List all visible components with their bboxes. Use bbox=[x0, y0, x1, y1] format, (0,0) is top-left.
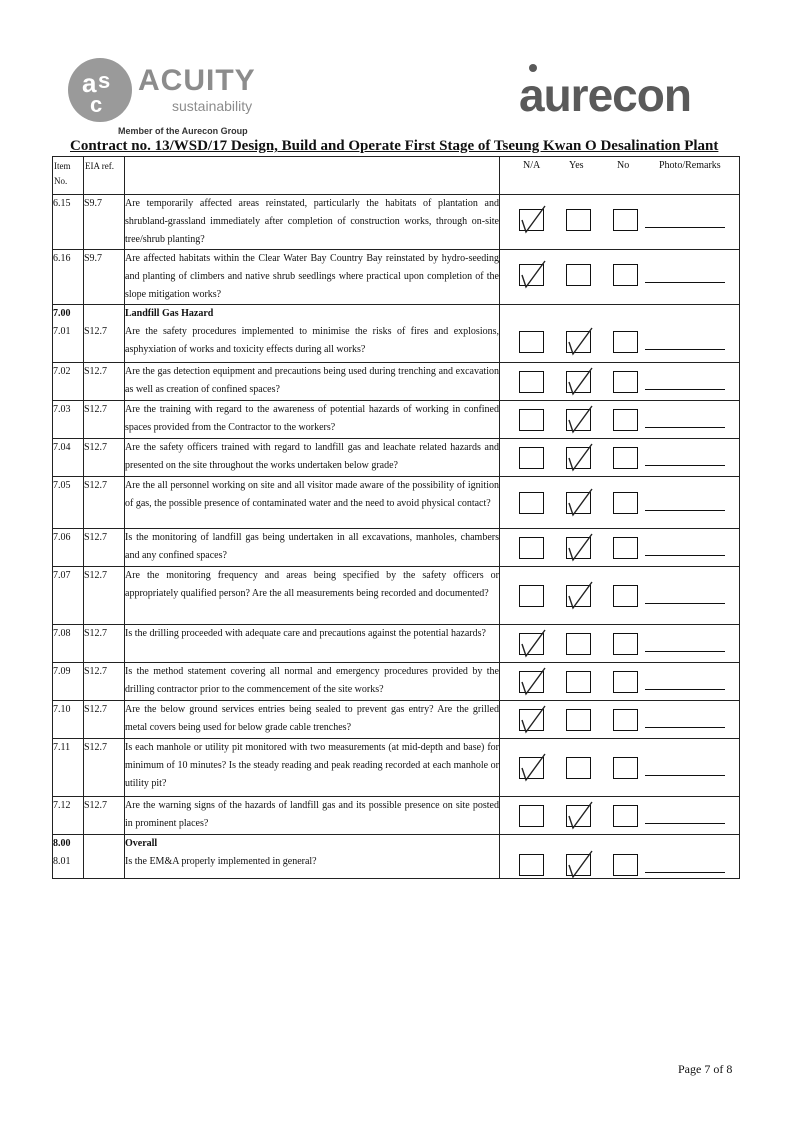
item-number-cell bbox=[53, 739, 84, 797]
question-text: Is the drilling proceeded with adequate care and precautions against the potential hazards? bbox=[125, 628, 486, 639]
remarks-line[interactable] bbox=[645, 689, 725, 690]
checkmark-icon bbox=[565, 578, 595, 612]
section-title: Overall bbox=[125, 838, 158, 849]
item-number-cell bbox=[53, 835, 84, 879]
eia-ref-cell bbox=[84, 529, 125, 567]
na-checkbox[interactable] bbox=[519, 264, 544, 286]
question-text: Are the training with regard to the awareness of potential hazards of working in confined spaces provided from the Contractor to the workers? bbox=[125, 404, 499, 433]
eia-ref: S12.7 bbox=[84, 800, 108, 811]
checkmark-icon bbox=[518, 257, 548, 291]
eia-ref: S12.7 bbox=[84, 480, 108, 491]
na-checkbox[interactable] bbox=[519, 633, 544, 655]
yes-checkbox[interactable] bbox=[566, 709, 591, 731]
remarks-line[interactable] bbox=[645, 227, 725, 228]
question-cell bbox=[125, 625, 500, 663]
item-number: 8.01 bbox=[53, 856, 71, 867]
checkmark-icon bbox=[565, 847, 595, 881]
remarks-line[interactable] bbox=[645, 727, 725, 728]
checklist-row bbox=[53, 529, 740, 567]
svg-text:a: a bbox=[82, 68, 97, 98]
checklist-row bbox=[53, 401, 740, 439]
svg-text:s: s bbox=[98, 68, 111, 93]
eia-ref: S12.7 bbox=[84, 404, 108, 415]
item-number: 7.06 bbox=[53, 532, 71, 543]
remarks-line[interactable] bbox=[645, 282, 725, 283]
na-checkbox[interactable] bbox=[519, 492, 544, 514]
checkmark-icon bbox=[565, 364, 595, 398]
item-number: 6.15 bbox=[53, 198, 71, 209]
item-number: 7.05 bbox=[53, 480, 71, 491]
na-checkbox[interactable] bbox=[519, 709, 544, 731]
na-checkbox[interactable] bbox=[519, 585, 544, 607]
na-checkbox[interactable] bbox=[519, 757, 544, 779]
remarks-line[interactable] bbox=[645, 872, 725, 873]
na-checkbox[interactable] bbox=[519, 331, 544, 353]
item-number-cell bbox=[53, 477, 84, 529]
answer-cell bbox=[500, 439, 740, 477]
eia-ref: S12.7 bbox=[84, 442, 108, 453]
item-number-cell bbox=[53, 567, 84, 625]
eia-ref-cell bbox=[84, 363, 125, 401]
question-text: Is each manhole or utility pit monitored with two measurements (at mid-depth and base) for minimum of 10 minutes? Is the steady reading and peak reading recorded at each manhole or utility pit? bbox=[125, 742, 499, 789]
no-checkbox[interactable] bbox=[613, 671, 638, 693]
eia-ref: S9.7 bbox=[84, 253, 103, 264]
no-checkbox[interactable] bbox=[613, 331, 638, 353]
item-number-cell bbox=[53, 305, 84, 363]
col-header-eia: EIA ref. bbox=[84, 157, 125, 195]
item-number: 7.11 bbox=[53, 742, 71, 753]
remarks-line[interactable] bbox=[645, 823, 725, 824]
checkmark-icon bbox=[565, 402, 595, 436]
yes-checkbox[interactable] bbox=[566, 633, 591, 655]
no-checkbox[interactable] bbox=[613, 409, 638, 431]
item-number-cell bbox=[53, 363, 84, 401]
yes-checkbox[interactable] bbox=[566, 757, 591, 779]
aurecon-logo bbox=[519, 60, 729, 120]
question-text: Are the gas detection equipment and precautions being used during trenching and excavation as well as creation of confined spaces? bbox=[125, 366, 499, 395]
item-number-cell bbox=[53, 195, 84, 250]
no-checkbox[interactable] bbox=[613, 492, 638, 514]
checklist-row bbox=[53, 195, 740, 250]
table-header-row bbox=[53, 157, 740, 195]
answer-cell bbox=[500, 701, 740, 739]
answer-cell bbox=[500, 305, 740, 363]
question-cell bbox=[125, 835, 500, 879]
col-header-question bbox=[125, 157, 500, 195]
no-checkbox[interactable] bbox=[613, 537, 638, 559]
no-checkbox[interactable] bbox=[613, 805, 638, 827]
eia-ref: S12.7 bbox=[84, 666, 108, 677]
col-header-item: Item No. bbox=[53, 157, 84, 195]
acuity-tagline: sustainability bbox=[172, 98, 253, 114]
eia-ref-cell bbox=[84, 701, 125, 739]
checklist-row bbox=[53, 250, 740, 305]
question-text: Are the monitoring frequency and areas being specified by the safety officers or appropriately qualified person? Are the all measurements being recorded and documented? bbox=[125, 570, 499, 599]
item-number: 7.09 bbox=[53, 666, 71, 677]
checkmark-icon bbox=[518, 202, 548, 236]
aurecon-wordmark: aurecon bbox=[519, 69, 691, 121]
checkmark-icon bbox=[518, 626, 548, 660]
question-text: Are the safety procedures implemented to minimise the risks of fires and explosions, asphyxiation of works and toxicity effects during all works? bbox=[125, 326, 499, 355]
na-checkbox[interactable] bbox=[519, 854, 544, 876]
question-cell bbox=[125, 363, 500, 401]
col-header-no: No bbox=[617, 160, 630, 171]
item-number-cell bbox=[53, 797, 84, 835]
yes-checkbox[interactable] bbox=[566, 805, 591, 827]
no-checkbox[interactable] bbox=[613, 633, 638, 655]
contract-title: Contract no. 13/WSD/17 Design, Build and Operate First Stage of Tseung Kwan O Desalination Plant bbox=[70, 138, 719, 154]
yes-checkbox[interactable] bbox=[566, 447, 591, 469]
eia-ref: S12.7 bbox=[84, 570, 108, 581]
checklist-row bbox=[53, 739, 740, 797]
checklist-row bbox=[53, 663, 740, 701]
question-text: Is the monitoring of landfill gas being undertaken in all excavations, manholes, chambers and any confined spaces? bbox=[125, 532, 499, 561]
eia-ref-cell bbox=[84, 250, 125, 305]
remarks-line[interactable] bbox=[645, 603, 725, 604]
checklist-row bbox=[53, 835, 740, 879]
item-number: 6.16 bbox=[53, 253, 71, 264]
answer-cell bbox=[500, 739, 740, 797]
question-cell bbox=[125, 195, 500, 250]
eia-ref-cell bbox=[84, 797, 125, 835]
question-cell bbox=[125, 663, 500, 701]
item-number-cell bbox=[53, 663, 84, 701]
eia-ref: S12.7 bbox=[84, 742, 108, 753]
acuity-wordmark: ACUITY bbox=[138, 64, 256, 97]
answer-cell bbox=[500, 835, 740, 879]
acuity-emblem-icon bbox=[68, 58, 132, 122]
eia-ref-cell bbox=[84, 567, 125, 625]
na-checkbox[interactable] bbox=[519, 409, 544, 431]
checkmark-icon bbox=[565, 440, 595, 474]
checklist-row bbox=[53, 701, 740, 739]
item-number-cell bbox=[53, 701, 84, 739]
remarks-line[interactable] bbox=[645, 349, 725, 350]
na-checkbox[interactable] bbox=[519, 209, 544, 231]
na-checkbox[interactable] bbox=[519, 447, 544, 469]
question-text: Are the below ground services entries being sealed to prevent gas entry? Are the grilled metal covers being used for below grade cable trenches? bbox=[125, 704, 499, 733]
remarks-line[interactable] bbox=[645, 465, 725, 466]
yes-checkbox[interactable] bbox=[566, 209, 591, 231]
checkmark-icon bbox=[565, 798, 595, 832]
na-checkbox[interactable] bbox=[519, 537, 544, 559]
eia-ref: S12.7 bbox=[84, 532, 108, 543]
checklist-row bbox=[53, 797, 740, 835]
answer-cell bbox=[500, 663, 740, 701]
eia-ref-cell bbox=[84, 739, 125, 797]
checkmark-icon bbox=[518, 664, 548, 698]
no-checkbox[interactable] bbox=[613, 264, 638, 286]
answer-cell bbox=[500, 401, 740, 439]
question-cell bbox=[125, 701, 500, 739]
checkmark-icon bbox=[518, 702, 548, 736]
remarks-line[interactable] bbox=[645, 389, 725, 390]
item-number: 7.12 bbox=[53, 800, 71, 811]
section-title: Landfill Gas Hazard bbox=[125, 308, 214, 319]
item-number: 7.04 bbox=[53, 442, 71, 453]
remarks-line[interactable] bbox=[645, 555, 725, 556]
item-number-cell bbox=[53, 401, 84, 439]
checklist-row bbox=[53, 363, 740, 401]
question-text: Is the EM&A properly implemented in general? bbox=[125, 856, 317, 867]
col-header-na: N/A bbox=[523, 160, 541, 171]
eia-ref-cell bbox=[84, 401, 125, 439]
no-checkbox[interactable] bbox=[613, 371, 638, 393]
col-header-remarks: Photo/Remarks bbox=[659, 160, 721, 171]
question-cell bbox=[125, 439, 500, 477]
yes-checkbox[interactable] bbox=[566, 854, 591, 876]
question-cell bbox=[125, 797, 500, 835]
checkmark-icon bbox=[565, 530, 595, 564]
yes-checkbox[interactable] bbox=[566, 264, 591, 286]
eia-ref-cell bbox=[84, 477, 125, 529]
remarks-line[interactable] bbox=[645, 775, 725, 776]
answer-cell bbox=[500, 250, 740, 305]
yes-checkbox[interactable] bbox=[566, 537, 591, 559]
item-number-cell bbox=[53, 439, 84, 477]
yes-checkbox[interactable] bbox=[566, 671, 591, 693]
item-number-cell bbox=[53, 625, 84, 663]
yes-checkbox[interactable] bbox=[566, 492, 591, 514]
checklist-row bbox=[53, 439, 740, 477]
question-text: Are affected habitats within the Clear Water Bay Country Bay reinstated by hydro-seeding and planting of climbers and native shrub seedlings where practical upon completion of the slope mitigation works? bbox=[125, 253, 499, 300]
item-number: 7.03 bbox=[53, 404, 71, 415]
remarks-line[interactable] bbox=[645, 427, 725, 428]
eia-ref-cell bbox=[84, 835, 125, 879]
yes-checkbox[interactable] bbox=[566, 585, 591, 607]
checkmark-icon bbox=[565, 324, 595, 358]
eia-ref: S9.7 bbox=[84, 198, 103, 209]
item-number-cell bbox=[53, 250, 84, 305]
eia-ref-cell bbox=[84, 439, 125, 477]
question-cell bbox=[125, 477, 500, 529]
eia-ref-cell bbox=[84, 305, 125, 363]
na-checkbox[interactable] bbox=[519, 805, 544, 827]
yes-checkbox[interactable] bbox=[566, 409, 591, 431]
question-cell bbox=[125, 401, 500, 439]
item-number: 7.02 bbox=[53, 366, 71, 377]
answer-cell bbox=[500, 625, 740, 663]
col-header-yes: Yes bbox=[569, 160, 584, 171]
eia-ref-cell bbox=[84, 195, 125, 250]
eia-ref: S12.7 bbox=[84, 628, 108, 639]
svg-text:c: c bbox=[90, 92, 103, 117]
no-checkbox[interactable] bbox=[613, 709, 638, 731]
item-number-cell bbox=[53, 529, 84, 567]
eia-ref: S12.7 bbox=[84, 366, 108, 377]
no-checkbox[interactable] bbox=[613, 585, 638, 607]
checkmark-icon bbox=[518, 750, 548, 784]
checklist-table bbox=[52, 156, 740, 879]
question-cell bbox=[125, 529, 500, 567]
checkmark-icon bbox=[565, 485, 595, 519]
page-number: Page 7 of 8 bbox=[678, 1062, 733, 1076]
item-number: 7.07 bbox=[53, 570, 71, 581]
section-number: 8.00 bbox=[53, 838, 71, 849]
answer-cell bbox=[500, 363, 740, 401]
eia-ref: S12.7 bbox=[84, 704, 108, 715]
checklist-row bbox=[53, 567, 740, 625]
question-text: Are the safety officers trained with regard to landfill gas and leachate related hazards and presented on the site throughout the works undertaken below grade? bbox=[125, 442, 499, 471]
answer-cell bbox=[500, 567, 740, 625]
question-text: Are the all personnel working on site and all visitor made aware of the possibility of ignition of gas, the possible presence of contaminated water and the need to avoid physical contact? bbox=[125, 480, 499, 509]
no-checkbox[interactable] bbox=[613, 209, 638, 231]
remarks-line[interactable] bbox=[645, 510, 725, 511]
no-checkbox[interactable] bbox=[613, 757, 638, 779]
na-checkbox[interactable] bbox=[519, 371, 544, 393]
answer-cell bbox=[500, 797, 740, 835]
acuity-logo bbox=[62, 58, 272, 136]
item-number: 7.08 bbox=[53, 628, 71, 639]
eia-ref: S12.7 bbox=[84, 326, 108, 337]
yes-checkbox[interactable] bbox=[566, 371, 591, 393]
eia-ref-cell bbox=[84, 625, 125, 663]
section-number: 7.00 bbox=[53, 308, 71, 319]
item-number: 7.10 bbox=[53, 704, 71, 715]
question-text: Are temporarily affected areas reinstated, particularly the habitats of plantation and shrubland-grassland immediately after completion of construction works, through on-site tree/shrub planting? bbox=[125, 198, 499, 245]
item-number: 7.01 bbox=[53, 326, 71, 337]
checklist-row bbox=[53, 477, 740, 529]
checklist-row bbox=[53, 625, 740, 663]
answer-cell bbox=[500, 529, 740, 567]
col-header-answers bbox=[500, 157, 740, 195]
remarks-line[interactable] bbox=[645, 651, 725, 652]
answer-cell bbox=[500, 195, 740, 250]
answer-cell bbox=[500, 477, 740, 529]
no-checkbox[interactable] bbox=[613, 447, 638, 469]
yes-checkbox[interactable] bbox=[566, 331, 591, 353]
eia-ref-cell bbox=[84, 663, 125, 701]
no-checkbox[interactable] bbox=[613, 854, 638, 876]
member-of-group-text: Member of the Aurecon Group bbox=[118, 126, 248, 136]
question-text: Are the warning signs of the hazards of landfill gas and its possible presence on site posted in prominent places? bbox=[125, 800, 499, 829]
question-text: Is the method statement covering all normal and emergency procedures provided by the drilling contractor prior to the commencement of the site works? bbox=[125, 666, 499, 695]
question-cell bbox=[125, 250, 500, 305]
question-cell bbox=[125, 739, 500, 797]
checklist-row bbox=[53, 305, 740, 363]
question-cell bbox=[125, 305, 500, 363]
na-checkbox[interactable] bbox=[519, 671, 544, 693]
question-cell bbox=[125, 567, 500, 625]
